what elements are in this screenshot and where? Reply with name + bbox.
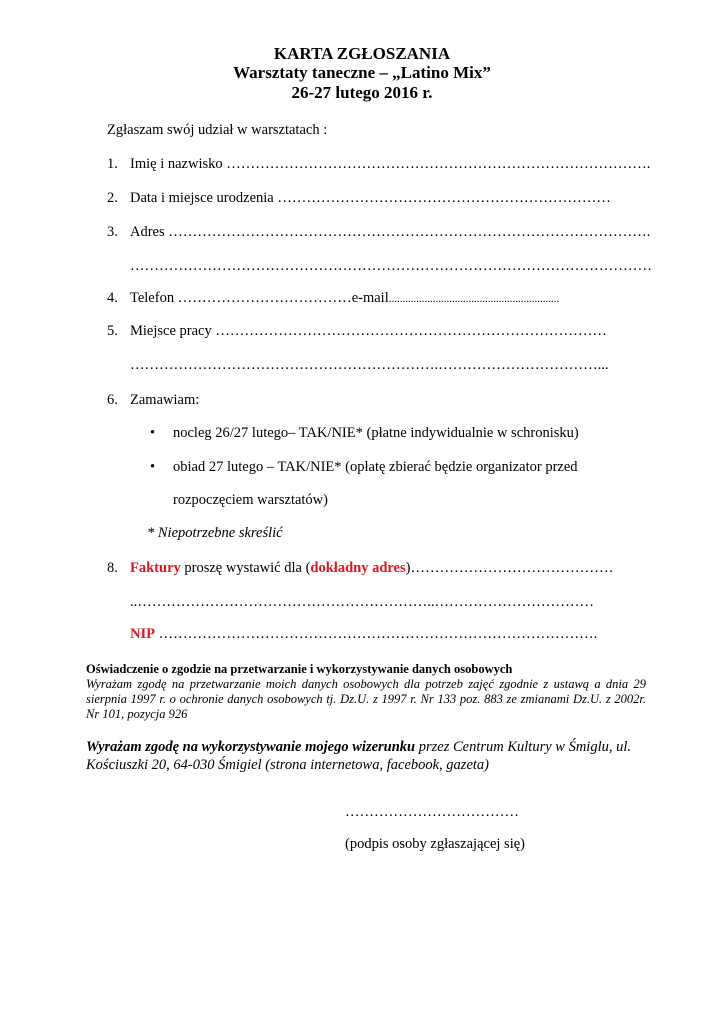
field-nip[interactable] <box>130 626 597 643</box>
item-number-8: 8. <box>107 560 118 576</box>
signature-label: (podpis osoby zgłaszającej się) <box>345 836 525 852</box>
item-number-1: 1. <box>107 156 118 172</box>
item-number-5: 5. <box>107 323 118 339</box>
field-birth[interactable]: Data i miejsce urodzenia …………………………………………………………… <box>130 190 611 206</box>
item-number-6: 6. <box>107 392 118 408</box>
nip-dots: ………………………………………………………………………………. <box>154 626 598 642</box>
item-number-3: 3. <box>107 224 118 240</box>
image-consent <box>86 738 646 774</box>
order-lodging[interactable]: nocleg 26/27 lutego– TAK/NIE* (płatne indywidualnie w schronisku) <box>173 425 579 441</box>
invoice-mid-text: proszę wystawić dla ( <box>180 560 311 576</box>
order-dinner[interactable]: obiad 27 lutego – TAK/NIE* (opłatę zbierać będzie organizator przed <box>173 459 578 475</box>
signature-line[interactable]: ……………………………… <box>345 804 519 820</box>
field-email-dots[interactable]: .............................................................. <box>388 293 560 305</box>
workshop-name: Warsztaty taneczne – „Latino Mix” <box>233 63 491 82</box>
invoice-label: Faktury <box>130 560 181 576</box>
intro-text: Zgłaszam swój udział w warsztatach : <box>107 122 328 138</box>
footnote: * Niepotrzebne skreślić <box>147 525 283 541</box>
field-workplace-line2[interactable]: ……………………………………………………….……………………………... <box>130 357 609 373</box>
invoice-dots: )…………………………………… <box>405 560 614 576</box>
order-label: Zamawiam: <box>130 392 200 408</box>
field-phone[interactable] <box>130 290 559 307</box>
image-consent-bold: Wyrażam zgodę na wykorzystywanie mojego wizerunku <box>86 739 416 755</box>
exact-address-label: dokładny adres <box>310 560 406 576</box>
bullet-icon: • <box>150 459 156 475</box>
workshop-date: 26-27 lutego 2016 r. <box>291 83 433 102</box>
field-invoice[interactable] <box>130 560 613 577</box>
field-phone-label: Telefon ………………………………e-mail <box>130 290 389 306</box>
nip-label: NIP <box>130 626 155 642</box>
form-title: KARTA ZGŁOSZANIA <box>273 44 451 63</box>
field-name[interactable]: Imię i nazwisko ……………………………………………………………………………. <box>130 156 651 172</box>
item-number-2: 2. <box>107 190 118 206</box>
field-address[interactable]: Adres ………………………………………………………………………………………. <box>130 224 651 240</box>
bullet-icon: • <box>150 425 156 441</box>
consent-body: Wyrażam zgodę na przetwarzanie moich danych osobowych dla potrzeb zajęć zgodnie z ustawą a dnia 29 sierpnia 1997 r. o ochronie danych osobowych tj. Dz.U. z 1997 r. Nr 133 poz. 883 ze zmianami Dz.U. z 2002r. Nr 101, pozycja 926 <box>86 677 646 721</box>
image-consent-rest: przez Centrum Kultury w Śmiglu, ul. Kościuszki 20, 64-030 Śmigiel (strona internetowa, facebook, gazeta) <box>86 739 632 773</box>
field-workplace[interactable]: Miejsce pracy ……………………………………………………………………… <box>130 323 607 339</box>
order-dinner-cont: rozpoczęciem warsztatów) <box>173 492 328 508</box>
field-invoice-line2[interactable]: ..……………………………………………………..…………………………… <box>130 594 594 610</box>
item-number-4: 4. <box>107 290 118 306</box>
field-address-line2[interactable]: ……………………………………………………………………………………………… <box>130 258 652 274</box>
consent-title: Oświadczenie o zgodzie na przetwarzanie i wykorzystywanie danych osobowych <box>86 662 513 676</box>
